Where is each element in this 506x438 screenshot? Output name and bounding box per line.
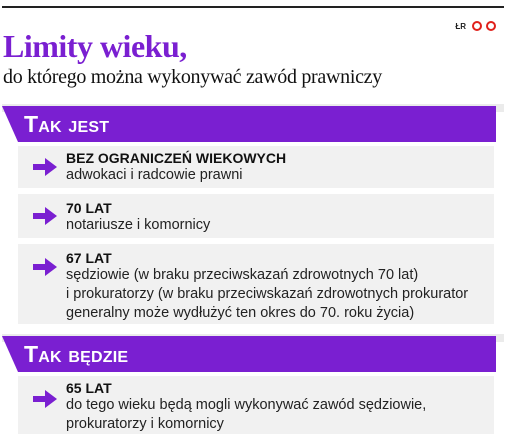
list-item	[18, 194, 494, 238]
item-head: 65 LAT	[66, 380, 112, 396]
arrow-right-icon	[32, 156, 58, 178]
section-header-tak-jest	[18, 106, 496, 142]
item-head: 70 LAT	[66, 200, 112, 216]
section-label: Tak jest	[24, 111, 110, 137]
list-item	[18, 146, 494, 188]
arrow-right-icon	[32, 388, 58, 410]
page-title: Limity wieku,	[3, 28, 187, 64]
list-item	[18, 244, 494, 324]
top-rule	[2, 6, 504, 8]
brand-circle-icon	[486, 21, 496, 31]
list-item	[18, 376, 494, 434]
section-header-tak-bedzie	[18, 336, 496, 372]
item-head: BEZ OGRANICZEŃ WIEKOWYCH	[66, 150, 287, 166]
item-head: 67 LAT	[66, 250, 112, 266]
arrow-right-icon	[32, 256, 58, 278]
brand-circle-icon	[472, 21, 482, 31]
page-subtitle: do którego można wykonywać zawód prawniczy	[3, 66, 382, 88]
item-text: notariusze i komornicy	[66, 217, 211, 233]
item-text: adwokaci i radcowie prawni	[66, 167, 243, 183]
item-text: sędziowie (w braku przeciwskazań zdrowotnych 70 lat) i prokuratorzy (w braku przeciwskazań zdrowotnych prokurator generalny może wydłużyć ten okres do 70. roku życia)	[66, 267, 469, 321]
brand-lr-label: ŁR	[455, 21, 466, 31]
brand-logo	[455, 21, 496, 31]
section-label: Tak będzie	[24, 341, 129, 367]
item-text: do tego wieku będą mogli wykonywać zawód sędziowie, prokuratorzy i komornicy	[66, 397, 427, 432]
arrow-right-icon	[32, 205, 58, 227]
